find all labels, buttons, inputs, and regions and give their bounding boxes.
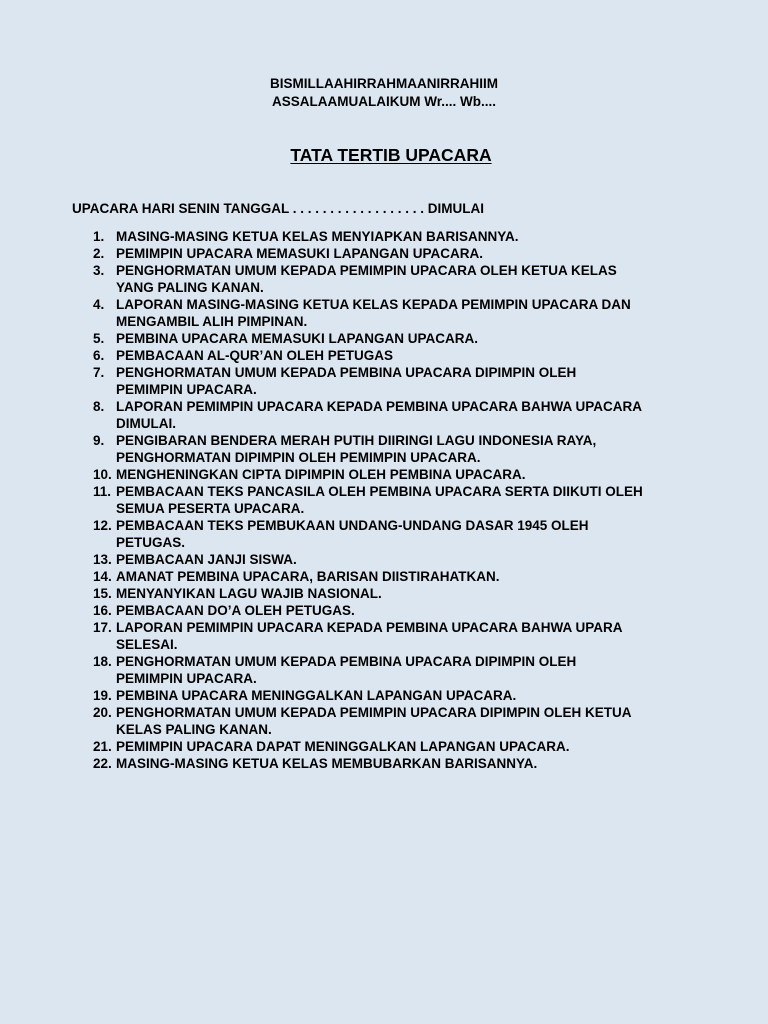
- list-item: [0, 262, 726, 296]
- list-item: [0, 738, 726, 755]
- list-item-text: PEMBACAAN JANJI SISWA.: [116, 552, 297, 567]
- list-item-number: 4.: [93, 297, 105, 312]
- list-item-number: 7.: [93, 365, 105, 380]
- list-item-text: PEMBACAAN TEKS PANCASILA OLEH PEMBINA UPACARA SERTA DIIKUTI OLEH: [116, 484, 643, 499]
- list-item-text: SELESAI.: [116, 637, 178, 652]
- list-item-number: 15.: [93, 586, 112, 601]
- list-item: [0, 619, 726, 653]
- list-item: [0, 296, 726, 330]
- list-item: [0, 517, 726, 551]
- list-item-number: 5.: [93, 331, 105, 346]
- list-item-text: PEMIMPIN UPACARA MEMASUKI LAPANGAN UPACARA.: [116, 246, 483, 261]
- list-item-text: LAPORAN MASING-MASING KETUA KELAS KEPADA PEMIMPIN UPACARA DAN: [116, 297, 631, 312]
- list-item-text: PENGHORMATAN DIPIMPIN OLEH PEMIMPIN UPACARA.: [116, 450, 481, 465]
- list-item-text: MASING-MASING KETUA KELAS MEMBUBARKAN BARISANNYA.: [116, 756, 538, 771]
- list-item: [0, 330, 726, 347]
- list-item: [0, 228, 726, 245]
- list-item: [0, 551, 726, 568]
- list-item-text: PEMBACAAN AL-QUR’AN OLEH PETUGAS: [116, 348, 394, 363]
- list-item-number: 8.: [93, 399, 105, 414]
- list-item-number: 17.: [93, 620, 112, 635]
- procedure-list: [0, 228, 768, 772]
- list-item: [0, 364, 726, 398]
- list-item-number: 19.: [93, 688, 112, 703]
- list-item-text: PENGIBARAN BENDERA MERAH PUTIH DIIRINGI LAGU INDONESIA RAYA,: [116, 433, 597, 448]
- list-item-number: 11.: [93, 484, 112, 499]
- list-item-number: 1.: [93, 229, 105, 244]
- list-item: [0, 347, 726, 364]
- opening-basmalah: BISMILLAAHIRRAHMAANIRRAHIIM: [270, 76, 498, 91]
- list-item-text: PEMBACAAN TEKS PEMBUKAAN UNDANG-UNDANG DASAR 1945 OLEH: [116, 518, 589, 533]
- list-item: [0, 687, 726, 704]
- list-item-text: PENGHORMATAN UMUM KEPADA PEMBINA UPACARA DIPIMPIN OLEH: [116, 365, 577, 380]
- list-item-number: 2.: [93, 246, 105, 261]
- list-item-number: 21.: [93, 739, 112, 754]
- list-item-text: PEMBINA UPACARA MENINGGALKAN LAPANGAN UPACARA.: [116, 688, 517, 703]
- document-title: TATA TERTIB UPACARA: [290, 145, 492, 165]
- list-item-text: MENGAMBIL ALIH PIMPINAN.: [116, 314, 308, 329]
- list-item-number: 10.: [93, 467, 112, 482]
- list-item-number: 6.: [93, 348, 105, 363]
- list-item-text: LAPORAN PEMIMPIN UPACARA KEPADA PEMBINA UPACARA BAHWA UPARA: [116, 620, 623, 635]
- list-item-text: SEMUA PESERTA UPACARA.: [116, 501, 305, 516]
- list-item: [0, 245, 726, 262]
- list-item: [0, 432, 726, 466]
- list-item: [0, 466, 726, 483]
- list-item-text: PENGHORMATAN UMUM KEPADA PEMIMPIN UPACARA OLEH KETUA KELAS: [116, 263, 617, 278]
- list-item-text: PENGHORMATAN UMUM KEPADA PEMIMPIN UPACARA DIPIMPIN OLEH KETUA: [116, 705, 632, 720]
- list-item-number: 12.: [93, 518, 112, 533]
- list-item-number: 14.: [93, 569, 112, 584]
- list-item-text: PETUGAS.: [116, 535, 186, 550]
- list-item-text: PEMBACAAN DO’A OLEH PETUGAS.: [116, 603, 355, 618]
- list-item-text: PENGHORMATAN UMUM KEPADA PEMBINA UPACARA DIPIMPIN OLEH: [116, 654, 577, 669]
- list-item-text: MASING-MASING KETUA KELAS MENYIAPKAN BARISANNYA.: [116, 229, 519, 244]
- list-item-text: PEMIMPIN UPACARA DAPAT MENINGGALKAN LAPANGAN UPACARA.: [116, 739, 570, 754]
- list-item-text: YANG PALING KANAN.: [116, 280, 264, 295]
- list-item: [0, 704, 726, 738]
- list-item-text: MENYANYIKAN LAGU WAJIB NASIONAL.: [116, 586, 382, 601]
- list-item: [0, 755, 726, 772]
- list-item-text: PEMIMPIN UPACARA.: [116, 382, 257, 397]
- list-item: [0, 568, 726, 585]
- list-item-number: 22.: [93, 756, 112, 771]
- list-item-number: 16.: [93, 603, 112, 618]
- list-item-number: 20.: [93, 705, 112, 720]
- intro-line: UPACARA HARI SENIN TANGGAL . . . . . . . . . . . . . . . . . . DIMULAI: [72, 201, 485, 216]
- list-item-number: 13.: [93, 552, 112, 567]
- list-item-number: 9.: [93, 433, 105, 448]
- list-item-text: AMANAT PEMBINA UPACARA, BARISAN DIISTIRAHATKAN.: [116, 569, 500, 584]
- list-item: [0, 398, 726, 432]
- list-item-text: PEMIMPIN UPACARA.: [116, 671, 257, 686]
- list-item: [0, 483, 726, 517]
- list-item-text: KELAS PALING KANAN.: [116, 722, 272, 737]
- list-item: [0, 602, 726, 619]
- list-item-number: 18.: [93, 654, 112, 669]
- list-item-text: LAPORAN PEMIMPIN UPACARA KEPADA PEMBINA UPACARA BAHWA UPACARA: [116, 399, 642, 414]
- list-item-text: PEMBINA UPACARA MEMASUKI LAPANGAN UPACARA.: [116, 331, 478, 346]
- opening-salam: ASSALAAMUALAIKUM Wr.... Wb....: [272, 94, 496, 109]
- list-item: [0, 653, 726, 687]
- list-item: [0, 585, 726, 602]
- list-item-text: MENGHENINGKAN CIPTA DIPIMPIN OLEH PEMBINA UPACARA.: [116, 467, 526, 482]
- list-item-number: 3.: [93, 263, 105, 278]
- list-item-text: DIMULAI.: [116, 416, 176, 431]
